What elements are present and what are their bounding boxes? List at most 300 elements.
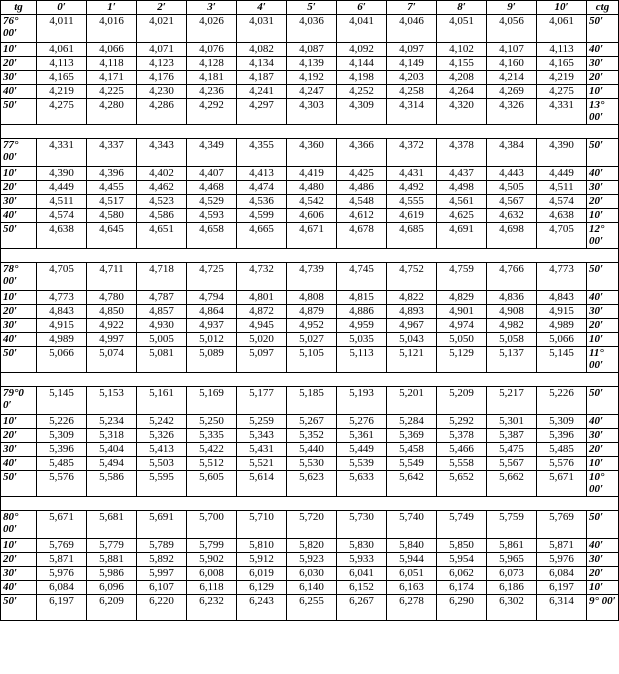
table-row	[1, 347, 619, 373]
value-cell: 4,982	[487, 319, 537, 333]
value-cell: 4,529	[187, 195, 237, 209]
value-cell: 4,893	[387, 305, 437, 319]
header-col: 0′	[37, 1, 87, 15]
value-cell: 6,302	[487, 595, 537, 621]
value-cell: 6,267	[337, 595, 387, 621]
value-cell: 5,105	[287, 347, 337, 373]
value-cell: 6,209	[87, 595, 137, 621]
row-label-tg: 30′	[1, 567, 37, 581]
value-cell: 4,149	[387, 57, 437, 71]
value-cell: 4,480	[287, 181, 337, 195]
value-cell: 5,431	[237, 443, 287, 457]
row-label-tg: 20′	[1, 57, 37, 71]
value-cell: 5,396	[537, 429, 587, 443]
value-cell: 6,084	[537, 567, 587, 581]
value-cell: 4,864	[187, 305, 237, 319]
value-cell: 4,139	[287, 57, 337, 71]
value-cell: 4,815	[337, 291, 387, 305]
value-cell: 4,384	[487, 139, 537, 167]
row-label-tg: 40′	[1, 333, 37, 347]
value-cell: 5,530	[287, 457, 337, 471]
value-cell: 4,915	[537, 305, 587, 319]
value-cell: 4,021	[137, 15, 187, 43]
value-cell: 5,177	[237, 387, 287, 415]
value-cell: 4,118	[87, 57, 137, 71]
value-cell: 5,642	[387, 471, 437, 497]
table-row	[1, 305, 619, 319]
value-cell: 6,107	[137, 581, 187, 595]
value-cell: 4,989	[537, 319, 587, 333]
value-cell: 4,366	[337, 139, 387, 167]
value-cell: 4,705	[37, 263, 87, 291]
value-cell: 4,230	[137, 85, 187, 99]
value-cell: 5,976	[537, 553, 587, 567]
row-label-tg: 20′	[1, 429, 37, 443]
value-cell: 6,174	[437, 581, 487, 595]
value-cell: 4,739	[287, 263, 337, 291]
value-cell: 5,549	[387, 457, 437, 471]
value-cell: 5,614	[237, 471, 287, 497]
value-cell: 5,892	[137, 553, 187, 567]
value-cell: 4,850	[87, 305, 137, 319]
value-cell: 5,558	[437, 457, 487, 471]
value-cell: 6,051	[387, 567, 437, 581]
value-cell: 6,073	[487, 567, 537, 581]
value-cell: 4,937	[187, 319, 237, 333]
value-cell: 4,593	[187, 209, 237, 223]
row-label-tg: 76° 00′	[1, 15, 37, 43]
value-cell: 4,031	[237, 15, 287, 43]
value-cell: 5,944	[387, 553, 437, 567]
row-label-ctg: 30′	[587, 553, 619, 567]
value-cell: 4,016	[87, 15, 137, 43]
value-cell: 5,965	[487, 553, 537, 567]
value-cell: 5,830	[337, 539, 387, 553]
value-cell: 5,169	[187, 387, 237, 415]
value-cell: 5,193	[337, 387, 387, 415]
value-cell: 4,822	[387, 291, 437, 305]
value-cell: 4,548	[337, 195, 387, 209]
value-cell: 4,651	[137, 223, 187, 249]
row-label-ctg: 20′	[587, 195, 619, 209]
value-cell: 4,396	[87, 167, 137, 181]
row-label-tg: 80° 00′	[1, 511, 37, 539]
row-label-tg: 40′	[1, 209, 37, 223]
value-cell: 4,378	[437, 139, 487, 167]
value-cell: 5,458	[387, 443, 437, 457]
value-cell: 4,203	[387, 71, 437, 85]
value-cell: 4,752	[387, 263, 437, 291]
value-cell: 4,165	[537, 57, 587, 71]
value-cell: 5,020	[237, 333, 287, 347]
value-cell: 4,326	[487, 99, 537, 125]
value-cell: 4,773	[537, 263, 587, 291]
value-cell: 4,766	[487, 263, 537, 291]
value-cell: 4,745	[337, 263, 387, 291]
row-label-tg: 10′	[1, 291, 37, 305]
value-cell: 6,232	[187, 595, 237, 621]
value-cell: 4,886	[337, 305, 387, 319]
block-separator	[1, 373, 619, 387]
value-cell: 4,671	[287, 223, 337, 249]
value-cell: 5,485	[537, 443, 587, 457]
header-col: 5′	[287, 1, 337, 15]
row-label-tg: 40′	[1, 581, 37, 595]
value-cell: 4,586	[137, 209, 187, 223]
value-cell: 4,542	[287, 195, 337, 209]
value-cell: 4,123	[137, 57, 187, 71]
row-label-tg: 10′	[1, 167, 37, 181]
value-cell: 5,012	[187, 333, 237, 347]
value-cell: 4,967	[387, 319, 437, 333]
value-cell: 5,145	[37, 387, 87, 415]
value-cell: 4,036	[287, 15, 337, 43]
value-cell: 4,407	[187, 167, 237, 181]
value-cell: 5,050	[437, 333, 487, 347]
row-label-ctg: 40′	[587, 291, 619, 305]
header-col: 6′	[337, 1, 387, 15]
header-col: 2′	[137, 1, 187, 15]
value-cell: 5,923	[287, 553, 337, 567]
row-label-tg: 50′	[1, 347, 37, 373]
value-cell: 4,732	[237, 263, 287, 291]
value-cell: 4,989	[37, 333, 87, 347]
value-cell: 4,192	[287, 71, 337, 85]
value-cell: 4,872	[237, 305, 287, 319]
value-cell: 5,440	[287, 443, 337, 457]
table-row	[1, 85, 619, 99]
value-cell: 4,208	[437, 71, 487, 85]
value-cell: 4,309	[337, 99, 387, 125]
value-cell: 5,871	[37, 553, 87, 567]
table-row	[1, 15, 619, 43]
header-col: 3′	[187, 1, 237, 15]
row-label-ctg: 30′	[587, 181, 619, 195]
value-cell: 4,275	[37, 99, 87, 125]
row-label-tg: 40′	[1, 85, 37, 99]
value-cell: 4,280	[87, 99, 137, 125]
value-cell: 4,632	[487, 209, 537, 223]
value-cell: 4,219	[37, 85, 87, 99]
value-cell: 6,243	[237, 595, 287, 621]
row-label-ctg: 30′	[587, 305, 619, 319]
value-cell: 6,197	[37, 595, 87, 621]
row-label-ctg: 13° 00′	[587, 99, 619, 125]
value-cell: 4,264	[437, 85, 487, 99]
value-cell: 5,485	[37, 457, 87, 471]
value-cell: 4,275	[537, 85, 587, 99]
value-cell: 5,759	[487, 511, 537, 539]
value-cell: 4,997	[87, 333, 137, 347]
value-cell: 5,413	[137, 443, 187, 457]
value-cell: 5,576	[37, 471, 87, 497]
value-cell: 5,396	[37, 443, 87, 457]
value-cell: 5,234	[87, 415, 137, 429]
value-cell: 4,843	[537, 291, 587, 305]
value-cell: 5,850	[437, 539, 487, 553]
value-cell: 4,599	[237, 209, 287, 223]
header-col: 1′	[87, 1, 137, 15]
value-cell: 5,309	[537, 415, 587, 429]
value-cell: 5,217	[487, 387, 537, 415]
value-cell: 5,005	[137, 333, 187, 347]
value-cell: 5,662	[487, 471, 537, 497]
value-cell: 4,419	[287, 167, 337, 181]
table-row	[1, 57, 619, 71]
value-cell: 5,503	[137, 457, 187, 471]
row-label-tg: 30′	[1, 443, 37, 457]
value-cell: 4,269	[487, 85, 537, 99]
block-separator	[1, 497, 619, 511]
value-cell: 5,567	[487, 457, 537, 471]
table-row	[1, 71, 619, 85]
value-cell: 5,871	[537, 539, 587, 553]
value-cell: 5,369	[387, 429, 437, 443]
row-label-ctg: 40′	[587, 43, 619, 57]
value-cell: 4,567	[487, 195, 537, 209]
value-cell: 4,505	[487, 181, 537, 195]
value-cell: 4,165	[37, 71, 87, 85]
value-cell: 5,097	[237, 347, 287, 373]
table-row	[1, 223, 619, 249]
value-cell: 5,209	[437, 387, 487, 415]
row-label-ctg: 10′	[587, 209, 619, 223]
value-cell: 5,343	[237, 429, 287, 443]
value-cell: 5,284	[387, 415, 437, 429]
table-row	[1, 539, 619, 553]
value-cell: 5,378	[437, 429, 487, 443]
value-cell: 4,523	[137, 195, 187, 209]
value-cell: 5,933	[337, 553, 387, 567]
row-label-ctg: 9° 00′	[587, 595, 619, 621]
value-cell: 6,019	[237, 567, 287, 581]
value-cell: 4,236	[187, 85, 237, 99]
row-label-ctg: 20′	[587, 71, 619, 85]
value-cell: 6,140	[287, 581, 337, 595]
value-cell: 4,443	[487, 167, 537, 181]
row-label-ctg: 50′	[587, 387, 619, 415]
value-cell: 4,113	[37, 57, 87, 71]
value-cell: 4,685	[387, 223, 437, 249]
row-label-tg: 79°0 0′	[1, 387, 37, 415]
value-cell: 4,286	[137, 99, 187, 125]
value-cell: 4,468	[187, 181, 237, 195]
value-cell: 4,247	[287, 85, 337, 99]
row-label-ctg: 12° 00′	[587, 223, 619, 249]
value-cell: 6,041	[337, 567, 387, 581]
value-cell: 5,671	[537, 471, 587, 497]
table-row	[1, 387, 619, 415]
value-cell: 5,352	[287, 429, 337, 443]
value-cell: 5,113	[337, 347, 387, 373]
value-cell: 5,201	[387, 387, 437, 415]
row-label-tg: 50′	[1, 99, 37, 125]
value-cell: 4,780	[87, 291, 137, 305]
value-cell: 5,081	[137, 347, 187, 373]
value-cell: 4,901	[437, 305, 487, 319]
value-cell: 5,089	[187, 347, 237, 373]
value-cell: 4,331	[537, 99, 587, 125]
value-cell: 4,829	[437, 291, 487, 305]
row-label-tg: 20′	[1, 181, 37, 195]
value-cell: 5,986	[87, 567, 137, 581]
table-body	[1, 15, 619, 621]
value-cell: 6,096	[87, 581, 137, 595]
value-cell: 5,466	[437, 443, 487, 457]
table-row	[1, 195, 619, 209]
value-cell: 4,303	[287, 99, 337, 125]
value-cell: 4,794	[187, 291, 237, 305]
value-cell: 5,720	[287, 511, 337, 539]
table-row	[1, 511, 619, 539]
value-cell: 5,161	[137, 387, 187, 415]
table-row	[1, 319, 619, 333]
value-cell: 5,779	[87, 539, 137, 553]
value-cell: 4,331	[37, 139, 87, 167]
value-cell: 5,861	[487, 539, 537, 553]
value-cell: 4,638	[537, 209, 587, 223]
value-cell: 4,252	[337, 85, 387, 99]
table-row	[1, 457, 619, 471]
value-cell: 5,605	[187, 471, 237, 497]
value-cell: 5,681	[87, 511, 137, 539]
value-cell: 5,027	[287, 333, 337, 347]
value-cell: 4,773	[37, 291, 87, 305]
value-cell: 4,725	[187, 263, 237, 291]
value-cell: 6,129	[237, 581, 287, 595]
value-cell: 6,030	[287, 567, 337, 581]
row-label-ctg: 50′	[587, 511, 619, 539]
header-row	[1, 1, 619, 15]
value-cell: 5,810	[237, 539, 287, 553]
value-cell: 4,922	[87, 319, 137, 333]
value-cell: 4,051	[437, 15, 487, 43]
value-cell: 5,335	[187, 429, 237, 443]
value-cell: 4,580	[87, 209, 137, 223]
value-cell: 4,879	[287, 305, 337, 319]
table-row	[1, 99, 619, 125]
value-cell: 4,258	[387, 85, 437, 99]
value-cell: 4,176	[137, 71, 187, 85]
value-cell: 5,586	[87, 471, 137, 497]
table-row	[1, 139, 619, 167]
value-cell: 5,691	[137, 511, 187, 539]
value-cell: 5,997	[137, 567, 187, 581]
value-cell: 5,301	[487, 415, 537, 429]
value-cell: 6,220	[137, 595, 187, 621]
value-cell: 4,187	[237, 71, 287, 85]
value-cell: 4,337	[87, 139, 137, 167]
value-cell: 4,241	[237, 85, 287, 99]
value-cell: 5,710	[237, 511, 287, 539]
value-cell: 4,431	[387, 167, 437, 181]
table-row	[1, 333, 619, 347]
table-row	[1, 43, 619, 57]
value-cell: 4,638	[37, 223, 87, 249]
value-cell: 4,349	[187, 139, 237, 167]
table-row	[1, 415, 619, 429]
block-separator	[1, 125, 619, 139]
value-cell: 5,671	[37, 511, 87, 539]
value-cell: 4,181	[187, 71, 237, 85]
value-cell: 4,041	[337, 15, 387, 43]
value-cell: 4,390	[37, 167, 87, 181]
table-row	[1, 167, 619, 181]
row-label-ctg: 11° 00′	[587, 347, 619, 373]
header-col: 8′	[437, 1, 487, 15]
value-cell: 5,226	[537, 387, 587, 415]
value-cell: 6,314	[537, 595, 587, 621]
value-cell: 6,152	[337, 581, 387, 595]
row-label-tg: 10′	[1, 539, 37, 553]
value-cell: 5,309	[37, 429, 87, 443]
value-cell: 4,511	[37, 195, 87, 209]
value-cell: 6,290	[437, 595, 487, 621]
value-cell: 5,840	[387, 539, 437, 553]
value-cell: 4,102	[437, 43, 487, 57]
value-cell: 4,665	[237, 223, 287, 249]
value-cell: 4,198	[337, 71, 387, 85]
value-cell: 5,633	[337, 471, 387, 497]
table-row	[1, 209, 619, 223]
separator-cell	[1, 497, 619, 511]
value-cell: 6,118	[187, 581, 237, 595]
value-cell: 6,278	[387, 595, 437, 621]
value-cell: 4,061	[537, 15, 587, 43]
row-label-tg: 50′	[1, 223, 37, 249]
value-cell: 4,087	[287, 43, 337, 57]
value-cell: 5,066	[537, 333, 587, 347]
value-cell: 4,061	[37, 43, 87, 57]
value-cell: 5,121	[387, 347, 437, 373]
value-cell: 5,449	[337, 443, 387, 457]
value-cell: 4,144	[337, 57, 387, 71]
row-label-ctg: 20′	[587, 567, 619, 581]
value-cell: 5,074	[87, 347, 137, 373]
value-cell: 4,486	[337, 181, 387, 195]
row-label-tg: 78° 00′	[1, 263, 37, 291]
value-cell: 4,678	[337, 223, 387, 249]
value-cell: 5,035	[337, 333, 387, 347]
row-label-tg: 20′	[1, 305, 37, 319]
value-cell: 5,700	[187, 511, 237, 539]
row-label-tg: 20′	[1, 553, 37, 567]
value-cell: 4,625	[437, 209, 487, 223]
value-cell: 5,145	[537, 347, 587, 373]
header-tg: tg	[1, 1, 37, 15]
header-ctg: ctg	[587, 1, 619, 15]
value-cell: 5,521	[237, 457, 287, 471]
value-cell: 5,730	[337, 511, 387, 539]
value-cell: 5,799	[187, 539, 237, 553]
value-cell: 4,705	[537, 223, 587, 249]
value-cell: 5,318	[87, 429, 137, 443]
value-cell: 5,512	[187, 457, 237, 471]
value-cell: 5,404	[87, 443, 137, 457]
value-cell: 4,691	[437, 223, 487, 249]
value-cell: 4,128	[187, 57, 237, 71]
value-cell: 4,437	[437, 167, 487, 181]
value-cell: 4,413	[237, 167, 287, 181]
value-cell: 4,076	[187, 43, 237, 57]
value-cell: 4,455	[87, 181, 137, 195]
table-row	[1, 443, 619, 457]
value-cell: 5,226	[37, 415, 87, 429]
value-cell: 4,113	[537, 43, 587, 57]
block-separator	[1, 249, 619, 263]
value-cell: 6,186	[487, 581, 537, 595]
value-cell: 6,084	[37, 581, 87, 595]
